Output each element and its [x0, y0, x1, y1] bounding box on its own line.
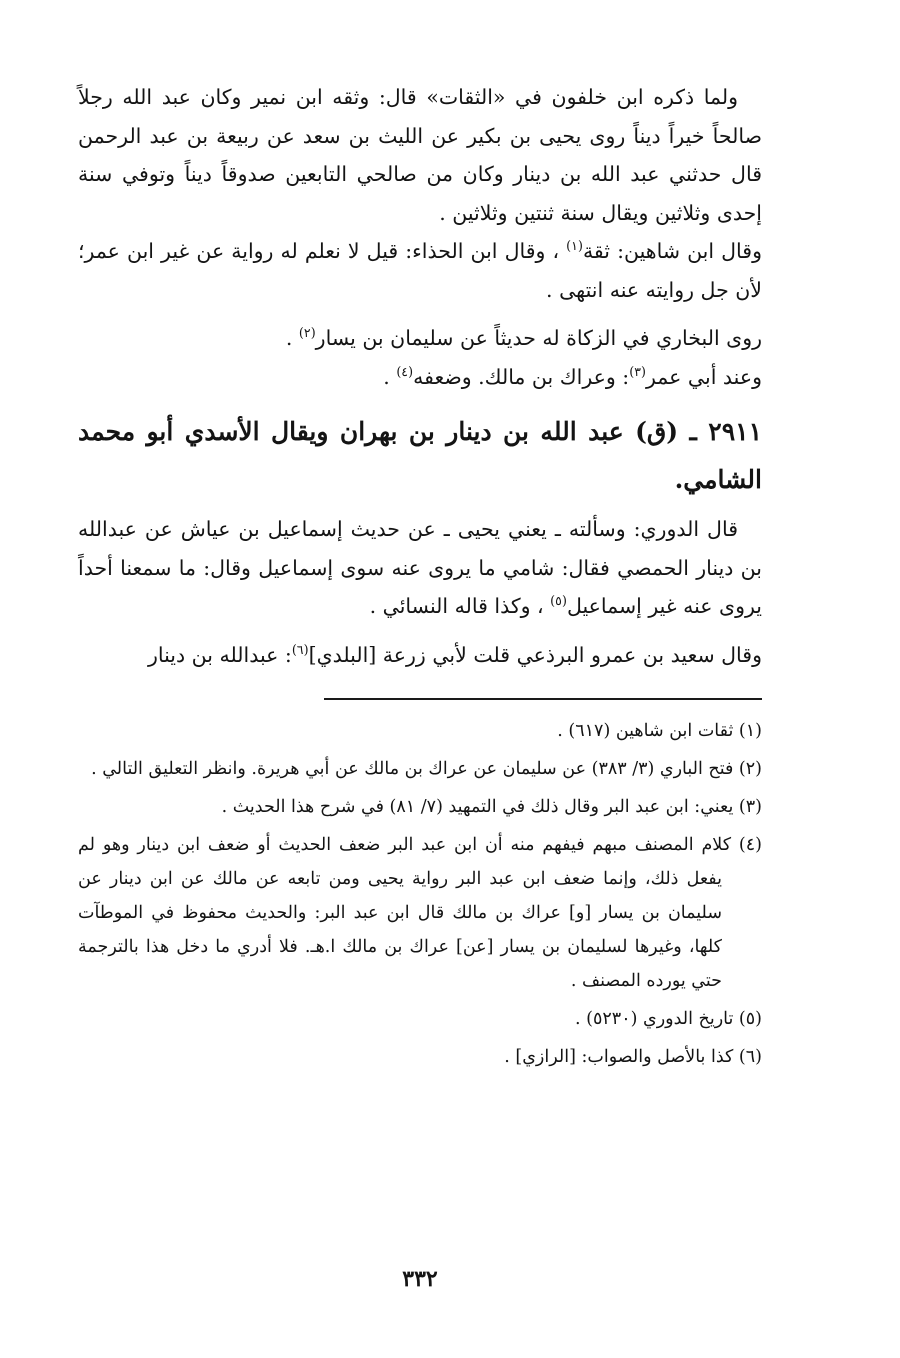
footnote-1: (١) ثقات ابن شاهين (٦١٧) . — [557, 721, 762, 741]
paragraph-2-text-a: وقال ابن شاهين: ثقة — [582, 239, 762, 263]
paragraph-5 — [78, 510, 762, 626]
footnote-5: (٥) تاريخ الدوري (٥٢٣٠) . — [575, 1009, 762, 1029]
paragraph-4-text-a: وعند أبي عمر — [646, 364, 762, 389]
main-text — [78, 78, 762, 674]
footnote-ref-2[interactable]: (٢) — [298, 325, 316, 341]
footnote-ref-4[interactable]: (٤) — [396, 363, 414, 379]
footnote-separator — [324, 698, 762, 700]
paragraph-5-text-a: قال الدوري: وسألته ـ يعني يحيى ـ عن حديث إسماعيل بن عياش عن عبدالله بن دينار الحمصي فقال: شامي ما يروى عنه سوى إسماعيل وقال: ما سمعنا أحداً يروى عنه غير إسماعيل — [78, 517, 762, 618]
footnote-3: (٣) يعني: ابن عبد البر وقال ذلك في التمهيد (٧/ ٨١) في شرح هذا الحديث . — [221, 797, 762, 817]
paragraph-4-text-c: . — [383, 364, 397, 389]
paragraph-5-text-b: ، وكذا قاله النسائي . — [369, 594, 551, 618]
paragraph-1: ولما ذكره ابن خلفون في «الثقات» قال: وثقه ابن نمير وكان عبد الله رجلاً صالحاً خيراً ديناً روى يحيى بن بكير عن الليث بن سعد عن ربيعة بن عبد الرحمن قال حدثني عبد الله بن دينار وكان من صالحي التابعين صدوقاً ديناً وتوفي سنة إحدى وثلاثين ويقال سنة ثنتين وثلاثين . — [78, 85, 762, 225]
paragraph-2 — [78, 232, 762, 309]
footnote-ref-5[interactable]: (٥) — [550, 593, 567, 609]
footnote-ref-3[interactable]: (٣) — [629, 363, 646, 379]
paragraph-3 — [78, 319, 762, 358]
entry-heading: ٢٩١١ ـ (ق) عبد الله بن دينار بن بهران ويقال الأسدي أبو محمد الشامي. — [78, 417, 762, 494]
footnote-ref-1[interactable]: (١) — [566, 238, 583, 254]
paragraph-6-text-a: وقال سعيد بن عمرو البرذعي قلت لأبي زرعة [البلدي] — [308, 642, 762, 667]
paragraph-4 — [78, 358, 762, 397]
paragraph-3-text-b: . — [285, 326, 299, 350]
footnote-6: (٦) كذا بالأصل والصواب: [الرازي] . — [504, 1047, 762, 1067]
footnote-4: (٤) كلام المصنف مبهم فيفهم منه أن ابن عبد البر ضعف الحديث أو ضعف ابن دينار وهو لم يفعل ذلك، وإنما ضعف ابن عبد البر رواية يحيى ومن تابعه عن مالك عن ابن دينار عن سليمان بن يسار [و] عراك بن مالك قال ابن عبد البر: والحديث محفوظ في الموطآت كلها، وغيرها لسليمان بن يسار [عن] عراك بن مالك ا.هـ. فلا أدري ما دخل هذا بالترجمة حتي يورده المصنف . — [78, 835, 762, 991]
footnote-2: (٢) فتح الباري (٣/ ٣٨٣) عن سليمان عن عراك بن مالك عن أبي هريرة. وانظر التعليق التالي . — [91, 759, 762, 779]
paragraph-4-text-b: : وعراك بن مالك. وضعفه — [413, 364, 630, 389]
footnotes — [78, 714, 762, 1074]
page-number: ٣٣٢ — [402, 1266, 438, 1292]
paragraph-3-text-a: روى البخاري في الزكاة له حديثاً عن سليمان بن يسار — [315, 326, 762, 350]
footnote-ref-6[interactable]: (٦) — [291, 641, 309, 657]
paragraph-2-text-b: ، وقال ابن الحذاء: قيل لا نعلم له رواية عن غير ابن عمر؛ لأن جل روايته عنه انتهى . — [78, 239, 762, 302]
paragraph-6 — [78, 636, 762, 675]
paragraph-6-text-b: : عبدالله بن دينار — [147, 642, 292, 667]
book-page — [78, 78, 762, 1318]
